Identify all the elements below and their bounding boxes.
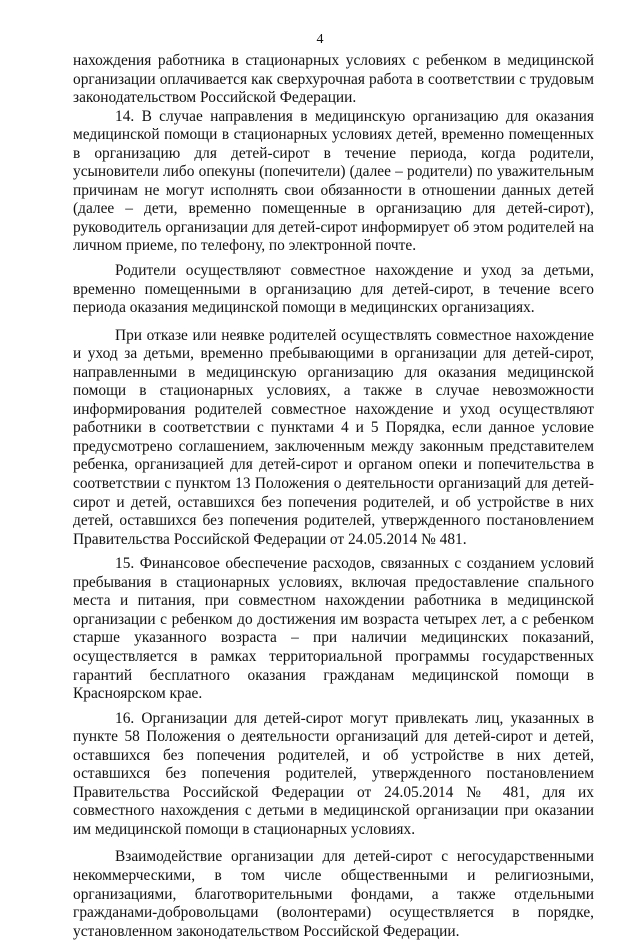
paragraph-interaction: Взаимодействие организации для детей-сирот с негосударственными некоммерческими, в том числе общественными и религиозными, организациями, благотворительными фондами, а также отдельными гражданами-добровольцами (волонтерами) осуществляется в порядке, установленном законодательством Российской Федерации. xyxy=(73,848,594,940)
paragraph-parents-care: Родители осуществляют совместное нахождение и уход за детьми, временно помещенными в организацию для детей-сирот, в течение всего периода оказания медицинской помощи в медицинских организациях. xyxy=(73,262,594,317)
paragraph-continuation: нахождения работника в стационарных условиях с ребенком в медицинской организации оплачивается как сверхурочная работа в соответствии с трудовым законодательством Российской Федерации. xyxy=(73,52,594,107)
page-number: 4 xyxy=(316,32,324,47)
paragraph-refusal: При отказе или неявке родителей осуществлять совместное нахождение и уход за детьми, временно пребывающими в организации для детей-сирот, направленными в медицинскую организацию для оказания медицинской помощи в стационарных условиях, а также в случае невозможности информирования родителей совместное нахождение и уход осуществляют работники в соответствии с пунктами 4 и 5 Порядка, если данное условие предусмотрено соглашением, заключенным между законным представителем ребенка, организацией для детей-сирот и органом опеки и попечительства в соответствии с пунктом 13 Положения о деятельности организаций для детей-сирот и детей, оставшихся без попечения родителей, и об устройстве в них детей, оставшихся без попечения родителей, утвержденного постановлением Правительства Российской Федерации от 24.05.2014 № 481. xyxy=(73,326,594,548)
document-body xyxy=(73,52,594,941)
paragraph-item-16: 16. Организации для детей-сирот могут привлекать лиц, указанных в пункте 58 Положения о деятельности организаций для детей-сирот и детей, оставшихся без попечения родителей, и об устройстве в них детей, оставшихся без попечения родителей, утвержденного постановлением Правительства Российской Федерации от 24.05.2014 № 481, для их совместного нахождения с детьми в медицинской организации при оказании им медицинской помощи в стационарных условиях. xyxy=(73,709,594,838)
paragraph-item-14: 14. В случае направления в медицинскую организацию для оказания медицинской помощи в стационарных условиях детей, временно помещенных в организацию для детей-сирот в течение периода, когда родители, усыновители либо опекуны (попечители) (далее – родители) по уважительным причинам не могут исполнять свои обязанности в отношении данных детей (далее – дети, временно помещенные в организацию для детей-сирот), руководитель организации для детей-сирот информирует об этом родителей на личном приеме, по телефону, по электронной почте. xyxy=(73,107,594,255)
paragraph-item-15: 15. Финансовое обеспечение расходов, связанных с созданием условий пребывания в стационарных условиях, включая предоставление спального места и питания, при совместном нахождении работника в медицинской организации с ребенком до достижения им возраста четырех лет, а с ребенком старше указанного возраста – при наличии медицинских показаний, осуществляется в рамках территориальной программы государственных гарантий бесплатного оказания гражданам медицинской помощи в Красноярском крае. xyxy=(73,555,594,703)
